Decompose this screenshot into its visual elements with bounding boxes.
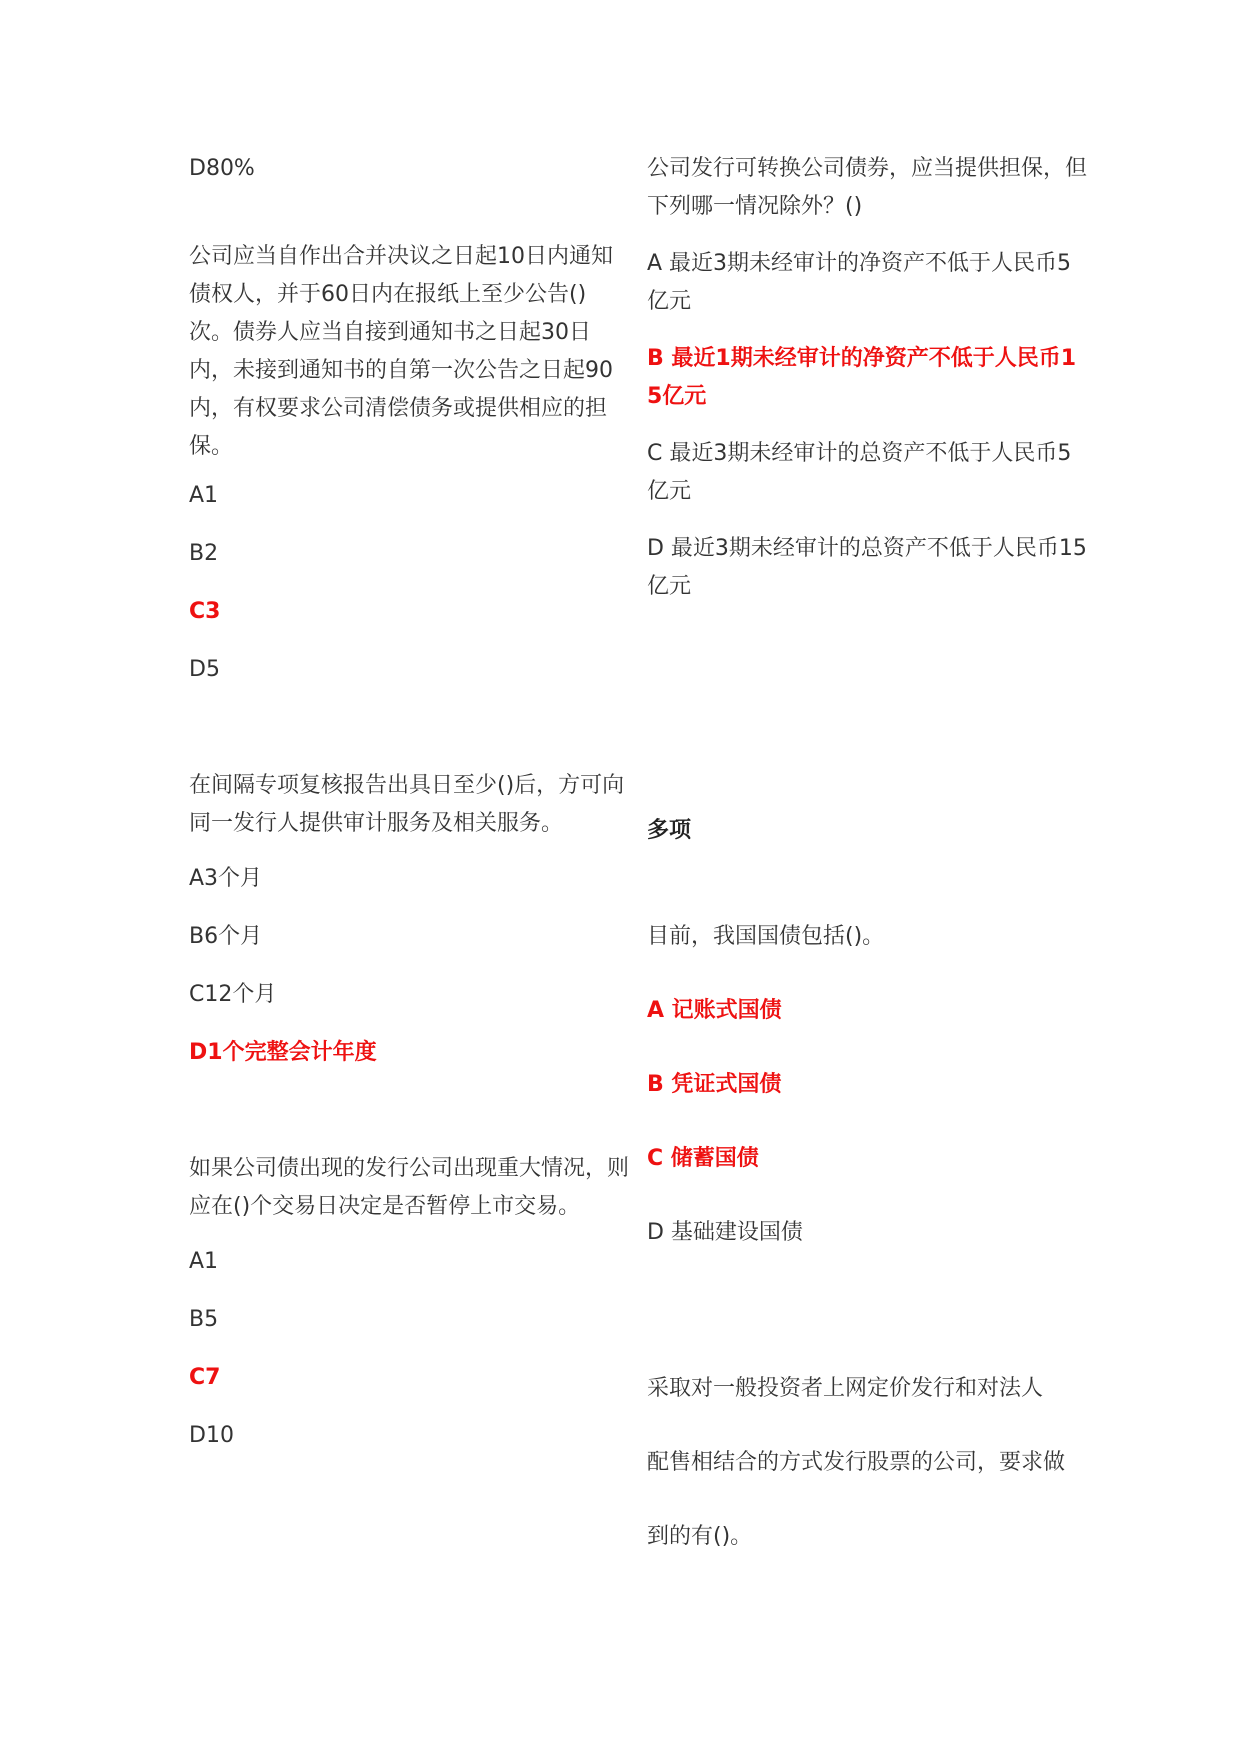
q6-question-line-2: 配售相结合的方式发行股票的公司，要求做 (647, 1450, 1066, 1475)
q3-option-a: A1 (189, 1249, 219, 1274)
q3-option-d: D10 (189, 1423, 234, 1448)
q4-option-a: A 最近3期未经审计的净资产不低于人民币5亿元 (647, 251, 1072, 314)
q5-option-d: D 基础建设国债 (647, 1220, 803, 1245)
q2-option-b: B6个月 (189, 924, 263, 949)
q0-option-d: D80% (189, 156, 255, 181)
q1-option-d: D5 (189, 657, 220, 682)
q2-option-a: A3个月 (189, 866, 263, 891)
q4-option-d: D 最近3期未经审计的总资产不低于人民币15亿元 (647, 536, 1087, 599)
q2-question: 在间隔专项复核报告出具日至少()后，方可向同一发行人提供审计服务及相关服务。 (189, 773, 625, 836)
q5-option-c-answer: C 储蓄国债 (647, 1146, 759, 1171)
q1-option-b: B2 (189, 541, 219, 566)
q3-option-c-answer: C7 (189, 1365, 221, 1390)
q4-option-b-answer: B 最近1期未经审计的净资产不低于人民币15亿元 (647, 346, 1077, 409)
q4-option-c: C 最近3期未经审计的总资产不低于人民币5亿元 (647, 441, 1072, 504)
q1-question: 公司应当自作出合并决议之日起10日内通知债权人，并于60日内在报纸上至少公告()次。债券人应当自接到通知书之日起30日内，未接到通知书的自第一次公告之日起90内，有权要求公司清偿债务或提供相应的担保。 (189, 244, 613, 459)
q1-option-a: A1 (189, 483, 219, 508)
q2-option-d-answer: D1个完整会计年度 (189, 1040, 377, 1065)
q2-option-c: C12个月 (189, 982, 277, 1007)
section-title-multiple-choice: 多项 (647, 818, 692, 843)
q5-question: 目前，我国国债包括()。 (647, 924, 885, 949)
q6-question-line-1: 采取对一般投资者上网定价发行和对法人 (647, 1376, 1044, 1401)
q1-option-c-answer: C3 (189, 599, 221, 624)
q5-option-a-answer: A 记账式国债 (647, 998, 782, 1023)
q3-option-b: B5 (189, 1307, 219, 1332)
q4-question: 公司发行可转换公司债券，应当提供担保，但下列哪一情况除外？() (647, 156, 1088, 219)
q5-option-b-answer: B 凭证式国债 (647, 1072, 782, 1097)
q3-question: 如果公司债出现的发行公司出现重大情况，则应在()个交易日决定是否暂停上市交易。 (189, 1156, 630, 1219)
q6-question-line-3: 到的有()。 (647, 1524, 753, 1549)
